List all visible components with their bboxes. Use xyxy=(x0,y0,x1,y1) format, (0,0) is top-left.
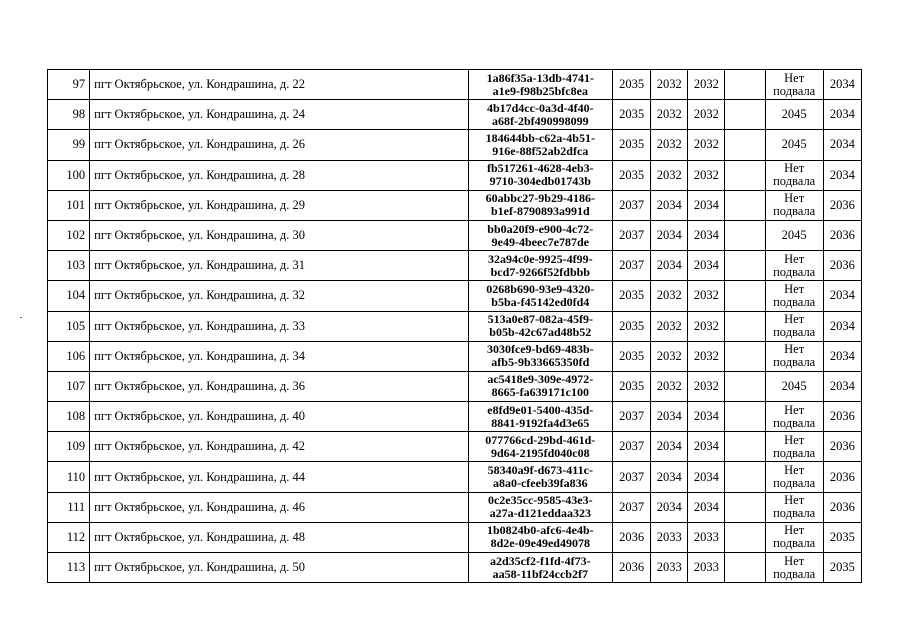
table-row xyxy=(48,432,862,462)
year-cell-4: 2036 xyxy=(823,462,861,492)
guid-cell xyxy=(468,130,613,160)
basement-line-1: Нет xyxy=(784,432,805,447)
table-row xyxy=(48,311,862,341)
basement-line-2: подвала xyxy=(773,355,816,370)
basement-cell xyxy=(765,432,823,462)
basement-line-2: подвала xyxy=(773,264,816,279)
basement-cell xyxy=(765,160,823,190)
address-cell: пгт Октябрьское, ул. Кондрашина, д. 44 xyxy=(90,462,468,492)
guid-line-2: b1ef-8790893a991d xyxy=(490,204,590,219)
guid-cell xyxy=(468,190,613,220)
row-number: 97 xyxy=(48,70,90,100)
year-cell-1: 2037 xyxy=(613,402,651,432)
basement-line-1: Нет xyxy=(784,523,805,538)
guid-line-2: a1e9-f98b25bfc8ea xyxy=(492,83,588,98)
year-cell-2: 2034 xyxy=(651,492,688,522)
table-row xyxy=(48,371,862,401)
basement-cell xyxy=(765,553,823,583)
guid-line-1: 1a86f35a-13db-4741- xyxy=(486,70,594,85)
guid-line-2: 9d64-2195fd040c08 xyxy=(490,445,590,460)
guid-line-2: a8a0-cfeeb39fa836 xyxy=(492,476,588,491)
year-cell-4: 2035 xyxy=(823,522,861,552)
table-row xyxy=(48,220,862,250)
year-cell-1: 2035 xyxy=(613,341,651,371)
table-row xyxy=(48,341,862,371)
year-cell-4: 2034 xyxy=(823,341,861,371)
year-cell-1: 2035 xyxy=(613,371,651,401)
year-cell-1: 2036 xyxy=(613,522,651,552)
basement-cell xyxy=(765,220,823,250)
guid-cell xyxy=(468,492,613,522)
table-body xyxy=(48,70,862,583)
year-cell-3: 2034 xyxy=(688,402,725,432)
guid-line-1: 0c2e35cc-9585-43e3- xyxy=(487,493,593,508)
year-cell-1: 2035 xyxy=(613,100,651,130)
guid-line-1: 3030fce9-bd69-483b- xyxy=(486,342,594,357)
address-cell: пгт Октябрьское, ул. Кондрашина, д. 34 xyxy=(90,341,468,371)
year-cell-3: 2034 xyxy=(688,220,725,250)
year-cell-3: 2032 xyxy=(688,311,725,341)
row-number: 106 xyxy=(48,341,90,371)
guid-line-1: 4b17d4cc-0a3d-4f40- xyxy=(486,100,594,115)
guid-cell xyxy=(468,553,613,583)
row-number: 112 xyxy=(48,522,90,552)
year-cell-1: 2037 xyxy=(613,251,651,281)
address-cell: пгт Октябрьское, ул. Кондрашина, д. 32 xyxy=(90,281,468,311)
year-cell-2: 2032 xyxy=(651,341,688,371)
guid-line-1: 077766cd-29bd-461d- xyxy=(485,432,596,447)
guid-line-1: ac5418e9-309e-4972- xyxy=(487,372,594,387)
basement-cell xyxy=(765,492,823,522)
year-cell-1: 2037 xyxy=(613,432,651,462)
year-cell-1: 2035 xyxy=(613,130,651,160)
year-cell-1: 2035 xyxy=(613,311,651,341)
empty-cell xyxy=(725,70,765,100)
year-cell-4: 2036 xyxy=(823,492,861,522)
guid-cell xyxy=(468,341,613,371)
basement-line-2: подвала xyxy=(773,204,816,219)
row-number: 102 xyxy=(48,220,90,250)
guid-line-1: 184644bb-c62a-4b51- xyxy=(485,130,595,145)
basement-cell xyxy=(765,311,823,341)
basement-line-2: подвала xyxy=(773,83,816,98)
basement-line-2: подвала xyxy=(773,506,816,521)
year-cell-3: 2034 xyxy=(688,462,725,492)
guid-cell xyxy=(468,462,613,492)
guid-line-2: 8d2e-09e49ed49078 xyxy=(490,536,590,551)
address-cell: пгт Октябрьское, ул. Кондрашина, д. 26 xyxy=(90,130,468,160)
basement-cell xyxy=(765,371,823,401)
basement-cell xyxy=(765,100,823,130)
address-cell: пгт Октябрьское, ул. Кондрашина, д. 30 xyxy=(90,220,468,250)
year-cell-2: 2032 xyxy=(651,311,688,341)
row-number: 109 xyxy=(48,432,90,462)
row-number: 99 xyxy=(48,130,90,160)
guid-cell xyxy=(468,251,613,281)
row-number: 113 xyxy=(48,553,90,583)
guid-cell xyxy=(468,100,613,130)
basement-line-1: 2045 xyxy=(781,107,807,122)
year-cell-3: 2034 xyxy=(688,492,725,522)
year-cell-2: 2032 xyxy=(651,130,688,160)
stray-mark xyxy=(20,317,22,318)
basement-line-1: Нет xyxy=(784,281,805,296)
empty-cell xyxy=(725,100,765,130)
empty-cell xyxy=(725,553,765,583)
address-cell: пгт Октябрьское, ул. Кондрашина, д. 50 xyxy=(90,553,468,583)
guid-line-2: afb5-9b33665350fd xyxy=(491,355,590,370)
basement-line-1: Нет xyxy=(784,161,805,176)
guid-line-2: 8665-fa639171c100 xyxy=(491,385,589,400)
year-cell-2: 2033 xyxy=(651,553,688,583)
year-cell-3: 2032 xyxy=(688,100,725,130)
row-number: 105 xyxy=(48,311,90,341)
address-cell: пгт Октябрьское, ул. Кондрашина, д. 36 xyxy=(90,371,468,401)
guid-line-1: e8fd9e01-5400-435d- xyxy=(487,402,594,417)
row-number: 100 xyxy=(48,160,90,190)
year-cell-1: 2035 xyxy=(613,281,651,311)
table-row xyxy=(48,130,862,160)
year-cell-4: 2036 xyxy=(823,220,861,250)
basement-line-1: Нет xyxy=(784,493,805,508)
empty-cell xyxy=(725,492,765,522)
basement-line-1: 2045 xyxy=(781,228,807,243)
guid-line-1: a2d35cf2-f1fd-4f73- xyxy=(489,553,591,568)
year-cell-2: 2034 xyxy=(651,402,688,432)
year-cell-4: 2036 xyxy=(823,402,861,432)
guid-cell xyxy=(468,371,613,401)
guid-cell xyxy=(468,70,613,100)
basement-line-2: подвала xyxy=(773,415,816,430)
guid-line-2: a68f-2bf490998099 xyxy=(491,113,589,128)
row-number: 111 xyxy=(48,492,90,522)
table-row xyxy=(48,70,862,100)
guid-cell xyxy=(468,432,613,462)
table-row xyxy=(48,251,862,281)
year-cell-3: 2034 xyxy=(688,251,725,281)
row-number: 103 xyxy=(48,251,90,281)
year-cell-4: 2034 xyxy=(823,130,861,160)
row-number: 108 xyxy=(48,402,90,432)
basement-cell xyxy=(765,341,823,371)
empty-cell xyxy=(725,220,765,250)
year-cell-1: 2037 xyxy=(613,220,651,250)
year-cell-2: 2032 xyxy=(651,100,688,130)
guid-line-2: bcd7-9266f52fdbbb xyxy=(490,264,590,279)
year-cell-4: 2035 xyxy=(823,553,861,583)
address-cell: пгт Октябрьское, ул. Кондрашина, д. 28 xyxy=(90,160,468,190)
empty-cell xyxy=(725,462,765,492)
year-cell-1: 2035 xyxy=(613,160,651,190)
basement-cell xyxy=(765,130,823,160)
table-row xyxy=(48,160,862,190)
basement-line-1: Нет xyxy=(784,191,805,206)
basement-line-1: Нет xyxy=(784,70,805,85)
address-cell: пгт Октябрьское, ул. Кондрашина, д. 46 xyxy=(90,492,468,522)
basement-line-2: подвала xyxy=(773,566,816,581)
basement-cell xyxy=(765,402,823,432)
guid-line-2: a27a-d121eddaa323 xyxy=(489,506,591,521)
year-cell-2: 2034 xyxy=(651,462,688,492)
empty-cell xyxy=(725,432,765,462)
year-cell-1: 2037 xyxy=(613,462,651,492)
empty-cell xyxy=(725,281,765,311)
row-number: 104 xyxy=(48,281,90,311)
year-cell-1: 2037 xyxy=(613,190,651,220)
year-cell-3: 2032 xyxy=(688,341,725,371)
guid-line-2: aa58-11bf24ccb2f7 xyxy=(492,566,588,581)
guid-line-1: bb0a20f9-e900-4c72- xyxy=(487,221,594,236)
basement-line-1: 2045 xyxy=(781,378,807,393)
guid-cell xyxy=(468,311,613,341)
year-cell-4: 2036 xyxy=(823,432,861,462)
table-row xyxy=(48,281,862,311)
guid-line-1: 0268b690-93e9-4320- xyxy=(486,281,595,296)
address-cell: пгт Октябрьское, ул. Кондрашина, д. 24 xyxy=(90,100,468,130)
table-row xyxy=(48,522,862,552)
year-cell-4: 2034 xyxy=(823,311,861,341)
basement-cell xyxy=(765,281,823,311)
basement-line-1: 2045 xyxy=(781,137,807,152)
basement-line-2: подвала xyxy=(773,445,816,460)
guid-line-2: b5ba-f45142ed0fd4 xyxy=(491,294,590,309)
basement-cell xyxy=(765,190,823,220)
table-row xyxy=(48,190,862,220)
year-cell-2: 2032 xyxy=(651,371,688,401)
guid-line-2: 9710-304edb01743b xyxy=(489,174,591,189)
year-cell-2: 2034 xyxy=(651,432,688,462)
year-cell-2: 2032 xyxy=(651,160,688,190)
basement-line-2: подвала xyxy=(773,174,816,189)
basement-line-1: Нет xyxy=(784,342,805,357)
address-cell: пгт Октябрьское, ул. Кондрашина, д. 29 xyxy=(90,190,468,220)
empty-cell xyxy=(725,190,765,220)
year-cell-3: 2033 xyxy=(688,553,725,583)
basement-line-1: Нет xyxy=(784,312,805,327)
empty-cell xyxy=(725,311,765,341)
year-cell-3: 2033 xyxy=(688,522,725,552)
address-cell: пгт Октябрьское, ул. Кондрашина, д. 33 xyxy=(90,311,468,341)
year-cell-2: 2033 xyxy=(651,522,688,552)
year-cell-3: 2032 xyxy=(688,281,725,311)
empty-cell xyxy=(725,402,765,432)
basement-line-1: Нет xyxy=(784,463,805,478)
guid-cell xyxy=(468,402,613,432)
empty-cell xyxy=(725,251,765,281)
guid-line-2: 9e49-4beec7e787de xyxy=(491,234,589,249)
year-cell-4: 2034 xyxy=(823,160,861,190)
basement-cell xyxy=(765,70,823,100)
guid-line-2: 916e-88f52ab2dfca xyxy=(492,143,589,158)
year-cell-4: 2034 xyxy=(823,70,861,100)
year-cell-4: 2034 xyxy=(823,371,861,401)
guid-line-1: 32a94c0e-9925-4f99- xyxy=(487,251,593,266)
guid-line-1: fb517261-4628-4eb3- xyxy=(486,161,594,176)
basement-line-2: подвала xyxy=(773,536,816,551)
row-number: 98 xyxy=(48,100,90,130)
basement-line-1: Нет xyxy=(784,402,805,417)
guid-line-1: 58340a9f-d673-411c- xyxy=(487,463,593,478)
row-number: 101 xyxy=(48,190,90,220)
address-cell: пгт Октябрьское, ул. Кондрашина, д. 42 xyxy=(90,432,468,462)
guid-line-1: 60abbc27-9b29-4186- xyxy=(485,191,595,206)
table-row xyxy=(48,553,862,583)
address-cell: пгт Октябрьское, ул. Кондрашина, д. 48 xyxy=(90,522,468,552)
guid-line-2: 8841-9192fa4d3e65 xyxy=(491,415,590,430)
year-cell-1: 2036 xyxy=(613,553,651,583)
table-row xyxy=(48,492,862,522)
basement-line-2: подвала xyxy=(773,294,816,309)
empty-cell xyxy=(725,130,765,160)
year-cell-2: 2032 xyxy=(651,70,688,100)
year-cell-2: 2034 xyxy=(651,190,688,220)
year-cell-3: 2034 xyxy=(688,190,725,220)
year-cell-3: 2032 xyxy=(688,130,725,160)
table-row xyxy=(48,402,862,432)
year-cell-1: 2037 xyxy=(613,492,651,522)
basement-line-2: подвала xyxy=(773,476,816,491)
year-cell-3: 2032 xyxy=(688,160,725,190)
guid-line-1: 1b0824b0-afc6-4e4b- xyxy=(486,523,594,538)
guid-cell xyxy=(468,522,613,552)
year-cell-4: 2036 xyxy=(823,190,861,220)
year-cell-2: 2032 xyxy=(651,281,688,311)
year-cell-4: 2034 xyxy=(823,281,861,311)
empty-cell xyxy=(725,341,765,371)
year-cell-2: 2034 xyxy=(651,220,688,250)
address-cell: пгт Октябрьское, ул. Кондрашина, д. 22 xyxy=(90,70,468,100)
empty-cell xyxy=(725,371,765,401)
empty-cell xyxy=(725,522,765,552)
year-cell-4: 2034 xyxy=(823,100,861,130)
guid-line-1: 513a0e87-082a-45f9- xyxy=(487,312,593,327)
table-row xyxy=(48,100,862,130)
row-number: 110 xyxy=(48,462,90,492)
row-number: 107 xyxy=(48,371,90,401)
address-cell: пгт Октябрьское, ул. Кондрашина, д. 31 xyxy=(90,251,468,281)
address-cell: пгт Октябрьское, ул. Кондрашина, д. 40 xyxy=(90,402,468,432)
basement-cell xyxy=(765,251,823,281)
year-cell-3: 2032 xyxy=(688,371,725,401)
empty-cell xyxy=(725,160,765,190)
guid-cell xyxy=(468,160,613,190)
basement-line-1: Нет xyxy=(784,251,805,266)
guid-line-2: b05b-42c67ad48b52 xyxy=(489,325,592,340)
basement-line-2: подвала xyxy=(773,325,816,340)
housing-table xyxy=(47,69,862,583)
basement-cell xyxy=(765,462,823,492)
year-cell-1: 2035 xyxy=(613,70,651,100)
guid-cell xyxy=(468,281,613,311)
year-cell-2: 2034 xyxy=(651,251,688,281)
year-cell-3: 2032 xyxy=(688,70,725,100)
basement-cell xyxy=(765,522,823,552)
year-cell-4: 2036 xyxy=(823,251,861,281)
guid-cell xyxy=(468,220,613,250)
table-row xyxy=(48,462,862,492)
basement-line-1: Нет xyxy=(784,553,805,568)
year-cell-3: 2034 xyxy=(688,432,725,462)
